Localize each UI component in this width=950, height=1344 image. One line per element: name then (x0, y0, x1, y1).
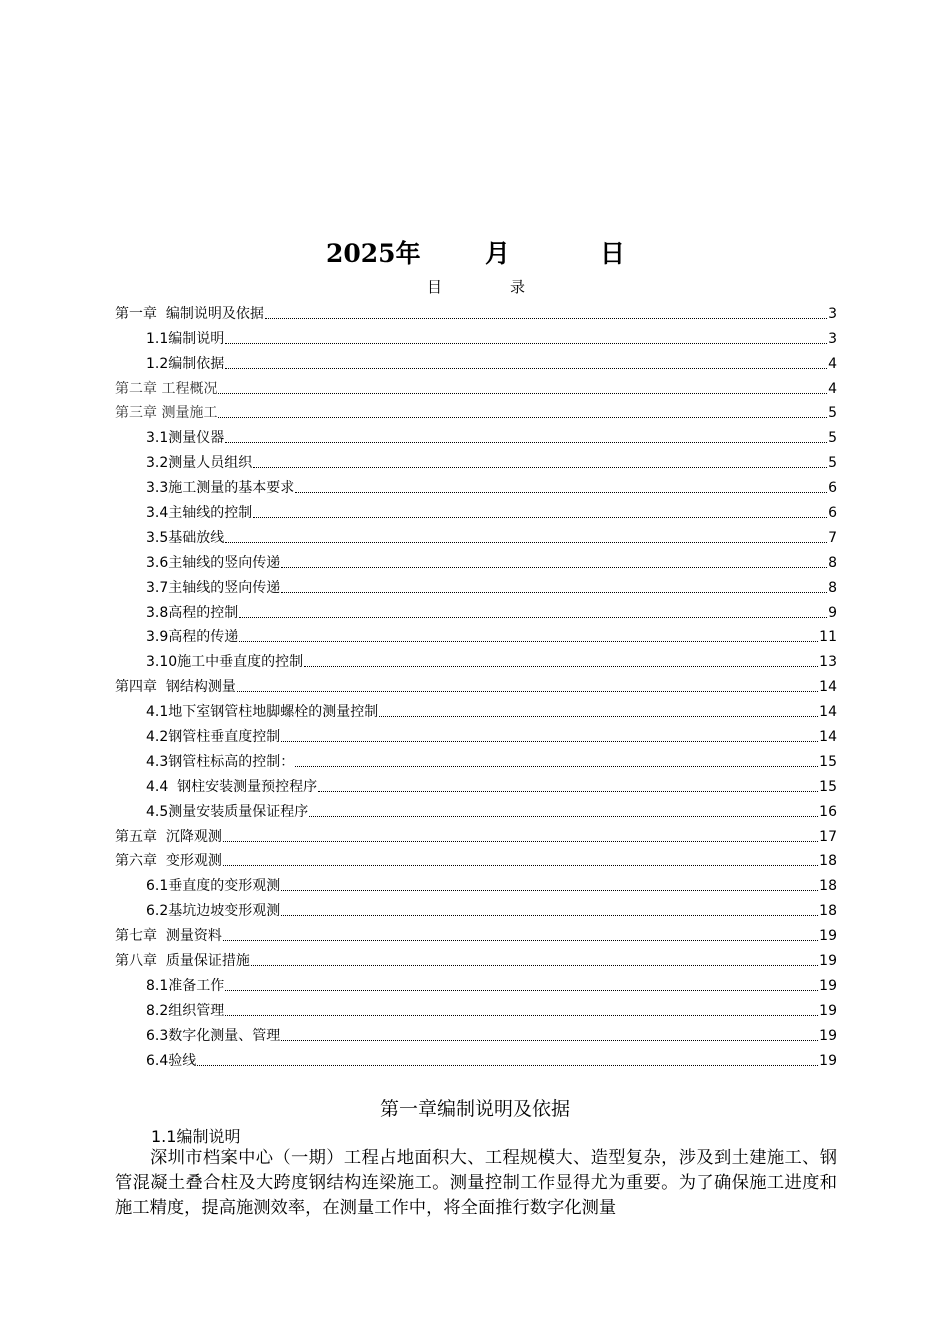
toc-leader-dots (197, 1064, 818, 1066)
toc-leader-dots (225, 342, 827, 344)
toc-leader-dots (379, 715, 818, 717)
toc-entry[interactable] (115, 946, 837, 971)
toc-entry[interactable] (115, 349, 837, 374)
toc-entry-page: 19 (819, 953, 837, 970)
toc-entry-label: 4.5测量安装质量保证程序 (146, 803, 309, 820)
toc-entry-page: 14 (819, 704, 837, 721)
toc-entry-label: 3.10施工中垂直度的控制 (146, 654, 304, 671)
toc-entry[interactable] (115, 772, 837, 797)
toc-entry-page: 5 (828, 455, 837, 472)
toc-entry-label: 1.2编制依据 (146, 355, 225, 372)
toc-leader-dots (281, 914, 818, 916)
toc-entry-page: 6 (828, 505, 837, 522)
toc-entry-label: 6.2基坑边坡变形观测 (146, 903, 281, 920)
toc-entry-label: 第一章 编制说明及依据 (115, 305, 264, 322)
toc-entry-label: 8.2组织管理 (146, 1002, 225, 1019)
toc-leader-dots (225, 541, 827, 543)
toc-entry[interactable] (115, 324, 837, 349)
date-line (0, 228, 950, 268)
toc-entry-label: 第八章 质量保证措施 (115, 953, 250, 970)
toc-entry-label: 6.3数字化测量、管理 (146, 1027, 281, 1044)
toc-entry-page: 14 (819, 729, 837, 746)
toc-entry[interactable] (115, 299, 837, 324)
toc-entry[interactable] (115, 548, 837, 573)
date-day: 日 (600, 239, 626, 268)
toc-leader-dots (237, 690, 818, 692)
toc-entry-page: 5 (828, 405, 837, 422)
toc-leader-dots (251, 964, 818, 966)
toc-entry[interactable] (115, 921, 837, 946)
toc-entry[interactable] (115, 374, 837, 399)
toc-title-left: 目 (427, 278, 443, 296)
toc-entry-label: 3.8高程的控制 (146, 604, 239, 621)
toc-entry-label: 第六章 变形观测 (115, 853, 222, 870)
toc-entry[interactable] (115, 1021, 837, 1046)
toc-entry-page: 4 (828, 380, 837, 397)
toc-leader-dots (304, 665, 818, 667)
toc-entry-page: 15 (819, 753, 837, 770)
toc-leader-dots (223, 939, 818, 941)
toc-entry-label: 3.5基础放线 (146, 529, 225, 546)
toc-leader-dots (265, 317, 827, 319)
toc-entry-page: 8 (828, 554, 837, 571)
toc-entry-label: 3.3施工测量的基本要求 (146, 480, 295, 497)
toc-entry-label: 8.1准备工作 (146, 977, 225, 994)
toc-entry-label: 4.4 钢柱安装测量预控程序 (146, 778, 318, 795)
toc-entry-label: 3.4主轴线的控制 (146, 505, 253, 522)
toc-entry-label: 4.1地下室钢管柱地脚螺栓的测量控制 (146, 704, 379, 721)
toc-entry-page: 3 (828, 330, 837, 347)
toc-entry[interactable] (115, 573, 837, 598)
toc-entry-label: 4.2钢管柱垂直度控制 (146, 729, 281, 746)
toc-entry-page: 11 (819, 629, 837, 646)
toc-entry[interactable] (115, 747, 837, 772)
toc-leader-dots (281, 740, 818, 742)
toc-leader-dots (223, 864, 818, 866)
body-paragraph: 深圳市档案中心（一期）工程占地面积大、工程规模大、造型复杂，涉及到土建施工、钢管混凝土叠合柱及大跨度钢结构连梁施工。测量控制工作显得尤为重要。为了确保施工进度和施工精度，提高施测效率，在测量工作中，将全面推行数字化测量 (115, 1148, 837, 1218)
toc-entry[interactable] (115, 623, 837, 648)
toc-entry-page: 13 (819, 654, 837, 671)
toc-entry-page: 19 (819, 977, 837, 994)
toc-entry[interactable] (115, 847, 837, 872)
toc-leader-dots (225, 441, 827, 443)
table-of-contents (115, 299, 837, 1071)
toc-leader-dots (225, 989, 818, 991)
toc-entry[interactable] (115, 896, 837, 921)
toc-entry-page: 17 (819, 828, 837, 845)
date-year: 2025年 (326, 239, 421, 268)
toc-entry[interactable] (115, 722, 837, 747)
toc-entry-label: 第七章 测量资料 (115, 928, 222, 945)
date-month: 月 (485, 239, 511, 268)
toc-entry[interactable] (115, 448, 837, 473)
toc-entry-label: 3.6主轴线的竖向传递 (146, 554, 281, 571)
toc-leader-dots (309, 815, 818, 817)
toc-entry[interactable] (115, 871, 837, 896)
toc-entry-label: 第二章 工程概况 (115, 380, 218, 397)
toc-entry-page: 16 (819, 803, 837, 820)
toc-leader-dots (239, 640, 818, 642)
toc-entry[interactable] (115, 399, 837, 424)
toc-entry-label: 3.7主轴线的竖向传递 (146, 579, 281, 596)
toc-entry-label: 6.4验线 (146, 1052, 197, 1069)
toc-entry-label: 第五章 沉降观测 (115, 828, 222, 845)
toc-entry-label: 第三章 测量施工 (115, 405, 218, 422)
toc-entry-page: 19 (819, 928, 837, 945)
toc-entry[interactable] (115, 647, 837, 672)
toc-entry-page: 18 (819, 878, 837, 895)
toc-leader-dots (281, 889, 818, 891)
toc-leader-dots (295, 765, 818, 767)
toc-entry[interactable] (115, 473, 837, 498)
toc-leader-dots (239, 616, 827, 618)
toc-entry-page: 15 (819, 778, 837, 795)
toc-entry-page: 5 (828, 430, 837, 447)
toc-entry-page: 8 (828, 579, 837, 596)
toc-entry[interactable] (115, 822, 837, 847)
toc-entry[interactable] (115, 498, 837, 523)
toc-leader-dots (295, 491, 827, 493)
toc-leader-dots (218, 392, 827, 394)
toc-entry-page: 3 (828, 305, 837, 322)
toc-leader-dots (281, 591, 827, 593)
toc-entry[interactable] (115, 971, 837, 996)
toc-entry-label: 6.1垂直度的变形观测 (146, 878, 281, 895)
toc-entry-label: 3.2测量人员组织 (146, 455, 253, 472)
toc-entry[interactable] (115, 797, 837, 822)
toc-leader-dots (223, 840, 818, 842)
toc-entry-page: 4 (828, 355, 837, 372)
toc-entry-label: 第四章 钢结构测量 (115, 679, 236, 696)
toc-entry[interactable] (115, 598, 837, 623)
toc-leader-dots (281, 566, 827, 568)
toc-leader-dots (318, 790, 818, 792)
toc-entry[interactable] (115, 697, 837, 722)
toc-entry-page: 7 (828, 529, 837, 546)
toc-leader-dots (225, 1014, 818, 1016)
toc-entry-page: 19 (819, 1027, 837, 1044)
toc-leader-dots (218, 416, 827, 418)
toc-entry[interactable] (115, 996, 837, 1021)
toc-entry-label: 1.1编制说明 (146, 330, 225, 347)
toc-entry-page: 14 (819, 679, 837, 696)
toc-entry[interactable] (115, 423, 837, 448)
toc-entry-label: 3.9高程的传递 (146, 629, 239, 646)
toc-title-right: 录 (510, 278, 526, 296)
toc-entry[interactable] (115, 672, 837, 697)
toc-entry[interactable] (115, 523, 837, 548)
toc-entry-page: 6 (828, 480, 837, 497)
toc-entry-label: 4.3钢管柱标高的控制： (146, 753, 295, 770)
chapter-heading: 第一章编制说明及依据 (379, 1098, 570, 1120)
toc-entry-page: 18 (819, 853, 837, 870)
toc-leader-dots (253, 516, 827, 518)
toc-entry[interactable] (115, 1046, 837, 1071)
toc-leader-dots (225, 367, 827, 369)
toc-leader-dots (253, 466, 827, 468)
toc-entry-page: 19 (819, 1052, 837, 1069)
toc-leader-dots (281, 1039, 818, 1041)
toc-entry-page: 18 (819, 903, 837, 920)
section-heading: 1.1编制说明 (151, 1127, 241, 1146)
toc-entry-page: 9 (828, 604, 837, 621)
toc-entry-page: 19 (819, 1002, 837, 1019)
toc-entry-label: 3.1测量仪器 (146, 430, 225, 447)
toc-title (0, 276, 950, 296)
